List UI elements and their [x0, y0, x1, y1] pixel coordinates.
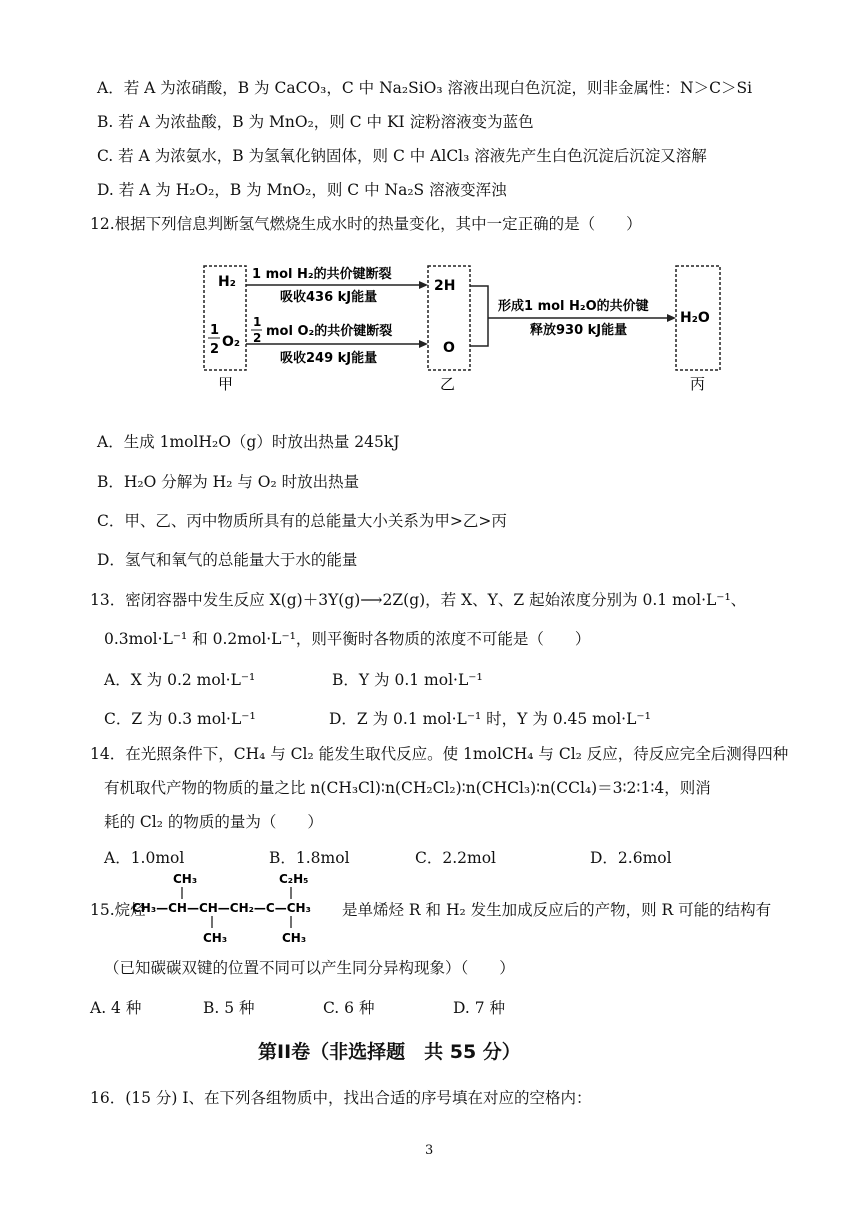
- top-ch3: CH₃: [173, 872, 198, 886]
- q14-option-b: B．1.8mol: [269, 849, 350, 867]
- arrow3-top: 形成1 mol H₂O的共价键: [498, 299, 649, 314]
- q11-option-c: C. 若 A 为浓氨水，B 为氢氧化钠固体，则 C 中 AlCl₃ 溶液先产生白色沉淀后沉淀又溶解: [97, 147, 707, 165]
- section-title: 第II卷（非选择题 共 55 分）: [258, 1041, 521, 1063]
- jia-label: 甲: [218, 375, 234, 393]
- q12-option-b: B．H₂O 分解为 H₂ 与 O₂ 时放出热量: [97, 473, 360, 491]
- arrow1-bottom: 吸收436 kJ能量: [280, 290, 378, 305]
- yi-2h: 2H: [434, 278, 456, 294]
- bing-h2o: H₂O: [680, 310, 710, 326]
- q14-line2: 有机取代产物的物质的量之比 n(CH₃Cl)∶n(CH₂Cl₂)∶n(CHCl₃)∶n(CCl₄)＝3∶2∶1∶4，则消: [104, 779, 711, 797]
- q12-option-a: A．生成 1molH₂O（g）时放出热量 245kJ: [97, 433, 400, 451]
- main-chain: CH₃—CH—CH—CH₂—C—CH₃: [132, 901, 311, 915]
- bottom-ch3-1: CH₃: [203, 931, 228, 945]
- bing-label: 丙: [690, 375, 706, 393]
- q15-option-a: A. 4 种: [90, 999, 142, 1017]
- q15-option-d: D. 7 种: [453, 999, 506, 1017]
- jia-o2: O₂: [222, 334, 241, 350]
- top-c2h5: C₂H₅: [279, 872, 309, 886]
- page-number: 3: [425, 1143, 434, 1158]
- arrow2-frac-num: 1: [253, 315, 262, 329]
- q11-option-d: D. 若 A 为 H₂O₂，B 为 MnO₂，则 C 中 Na₂S 溶液变浑浊: [97, 181, 507, 199]
- q14-line3: 耗的 Cl₂ 的物质的量为（ ）: [104, 813, 323, 831]
- q13-option-b: B．Y 为 0.1 mol·L⁻¹: [332, 671, 483, 689]
- yi-o: O: [443, 340, 455, 356]
- q14-option-d: D．2.6mol: [590, 849, 672, 867]
- q15-option-b: B. 5 种: [203, 999, 255, 1017]
- q15-suffix: 是单烯烃 R 和 H₂ 发生加成反应后的产物，则 R 可能的结构有: [342, 901, 772, 919]
- q11-option-b: B. 若 A 为浓盐酸，B 为 MnO₂，则 C 中 KI 淀粉溶液变为蓝色: [97, 113, 534, 131]
- alkane-structure: [132, 870, 342, 948]
- q15-prefix: 15.烷烃: [90, 901, 146, 919]
- arrow1-top: 1 mol H₂的共价键断裂: [252, 267, 392, 282]
- q15-line2: （已知碳碳双键的位置不同可以产生同分异构现象）（ ）: [104, 959, 515, 977]
- q14-option-c: C．2.2mol: [415, 849, 496, 867]
- q14-line1: 14．在光照条件下，CH₄ 与 Cl₂ 能发生取代反应。使 1molCH₄ 与 Cl₂ 反应，待反应完全后测得四种: [90, 745, 789, 763]
- q11-option-a: A．若 A 为浓硝酸，B 为 CaCO₃，C 中 Na₂SiO₃ 溶液出现白色沉淀，则非金属性：N＞C＞Si: [97, 79, 753, 97]
- jia-h2: H₂: [218, 274, 236, 290]
- jia-frac-den: 2: [210, 342, 220, 357]
- jia-frac-num: 1: [210, 323, 220, 338]
- q15-option-c: C. 6 种: [323, 999, 375, 1017]
- q13-line1: 13．密闭容器中发生反应 X(g)＋3Y(g)⟶2Z(g)，若 X、Y、Z 起始浓度分别为 0.1 mol·L⁻¹、: [90, 591, 747, 609]
- bottom-ch3-2: CH₃: [282, 931, 307, 945]
- arrow2-top: mol O₂的共价键断裂: [266, 324, 393, 339]
- q13-line2: 0.3mol·L⁻¹ 和 0.2mol·L⁻¹，则平衡时各物质的浓度不可能是（ ）: [104, 630, 591, 648]
- q14-option-a: A．1.0mol: [104, 849, 185, 867]
- q12-option-c: C．甲、乙、丙中物质所具有的总能量大小关系为甲>乙>丙: [97, 512, 507, 530]
- q13-option-d: D．Z 为 0.1 mol·L⁻¹ 时，Y 为 0.45 mol·L⁻¹: [329, 710, 651, 728]
- arrow2-frac-den: 2: [253, 331, 262, 345]
- q13-option-a: A．X 为 0.2 mol·L⁻¹: [104, 671, 256, 689]
- energy-diagram: [200, 256, 725, 396]
- arrow2-bottom: 吸收249 kJ能量: [280, 351, 378, 366]
- q12-option-d: D．氢气和氧气的总能量大于水的能量: [97, 551, 358, 569]
- yi-label: 乙: [440, 375, 456, 393]
- arrow3-bottom: 释放930 kJ能量: [530, 323, 628, 338]
- q12-stem: 12.根据下列信息判断氢气燃烧生成水时的热量变化，其中一定正确的是（ ）: [90, 215, 642, 233]
- q13-option-c: C．Z 为 0.3 mol·L⁻¹: [104, 710, 256, 728]
- q16-stem: 16．(15 分) Ⅰ、在下列各组物质中，找出合适的序号填在对应的空格内：: [90, 1089, 592, 1107]
